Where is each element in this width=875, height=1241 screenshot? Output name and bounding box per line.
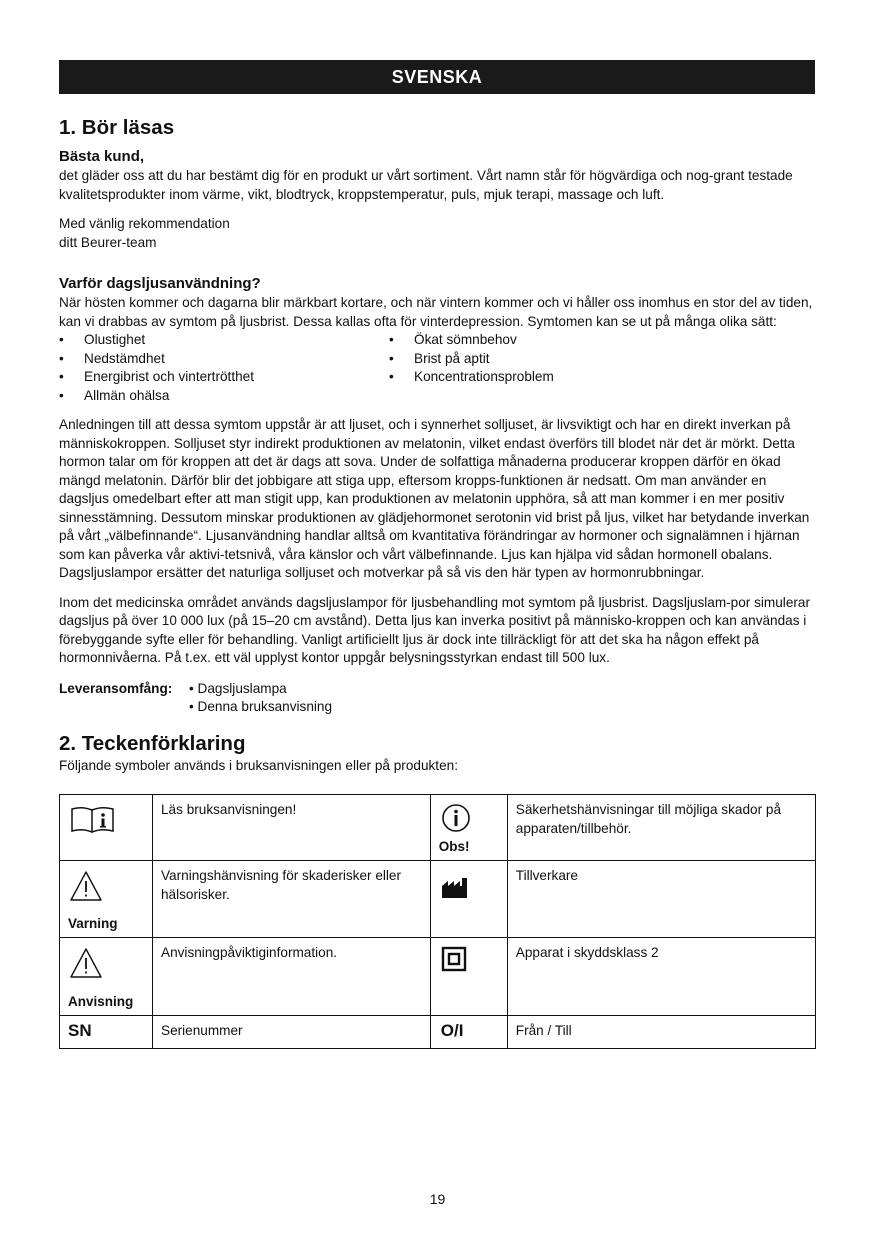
symbol-cell [60,861,153,938]
list-item: • Ökat sömnbehov [389,331,719,350]
manufacturer-icon [441,877,469,899]
list-item: • Olustighet [59,331,389,350]
symbol-cell [60,938,153,1016]
intro-paragraph: det gläder oss att du har bestämt dig för en produkt ur vårt sortiment. Vårt namn står för högvärdiga och nog-grant testade kvalitetsprodukter inom värme, vikt, blodtryck, kroppstemperatur, puls, mjuk terapi, massage och luft. [59,168,793,202]
info-circle-icon [441,803,471,833]
why-paragraph-a: När hösten kommer och dagarna blir märkbart kortare, och när vintern kommer och vi håller oss inomhus en stor del av tiden, [59,295,813,310]
symptom-list [59,331,815,405]
page-content [59,60,815,1049]
list-item: • Koncentrationsproblem [389,368,719,387]
list-item: • Brist på aptit [389,350,719,369]
symbol-description: Tillverkare [507,861,815,938]
symbol-cell [430,938,507,1016]
manual-book-icon [70,805,116,835]
why-paragraph-b: kan vi drabbas av symtom på ljusbrist. Dessa kallas ofta för vinterdepression. Symtomen kan se ut på många olika sätt: [59,313,777,329]
list-item: • Dagsljuslampa [189,680,332,699]
symbol-cell [430,1016,507,1049]
symbol-description: Serienummer [153,1016,431,1049]
language-banner: SVENSKA [59,60,815,94]
symbol-description: Apparat i skyddsklass 2 [507,938,815,1016]
symbol-description: Läs bruksanvisningen! [153,795,431,861]
symbol-description: Säkerhetshänvisningar till möjliga skador på apparaten/tillbehör. [507,795,815,861]
delivery-items [189,680,332,717]
symbol-cell [60,795,153,861]
section2-intro: Följande symboler används i bruksanvisningen eller på produkten: [59,757,458,773]
warning-triangle-icon [69,870,103,902]
table-row [60,795,816,861]
symptom-list-left [59,331,389,405]
symbol-description: Varningshänvisning för skaderisker eller hälsorisker. [153,861,431,938]
section2-heading: 2. Teckenförklaring [59,731,246,755]
list-item: • Allmän ohälsa [59,387,389,406]
notice-triangle-icon [69,947,103,979]
on-off-symbol: O/I [440,1021,464,1040]
symbol-cell [430,795,507,861]
why-heading: Varför dagsljusanvändning? [59,275,261,292]
notice-label: Anvisning [68,993,134,1009]
table-row [60,861,816,938]
section1-heading: 1. Bör läsas [59,116,175,139]
greeting: Bästa kund, [59,148,145,165]
list-item: • Nedstämdhet [59,350,389,369]
symbol-description: Anvisningpåviktiginformation. [153,938,431,1016]
paragraph-3: Inom det medicinska området används dagsljuslampor för ljusbehandling mot symtom på ljusbrist. Dagsljuslam-por simulerar dagsljus på över 10 000 lux (på 15–20 cm avstånd). Detta ljus kan inverka positivt på människo-kroppen och kan användas i förebyggande syfte eller för behandling. Vanligt artificiellt ljus är dock inte tillräckligt för att det ska ha någon effekt på hormonnivåerna. På t.ex. ett väl upplyst kontor uppgår belysningsstyrkan endast till 500 lux. [59,594,811,665]
warning-label: Varning [68,915,118,931]
list-item: • Energibrist och vintertrötthet [59,368,389,387]
regards-line1: Med vänlig rekommendation [59,216,230,231]
symbol-table [59,794,816,1049]
delivery-label: Leveransomfång: [59,680,173,696]
table-row [60,938,816,1016]
delivery-scope [59,680,815,717]
symbol-description: Från / Till [507,1016,815,1049]
symbol-cell [60,1016,153,1049]
paragraph-2: Anledningen till att dessa symtom uppstår är att ljuset, och i synnerhet solljuset, är livsviktigt och har en direkt inverkan på människokroppen. Solljuset styr indirekt produktionen av melatonin, vilket endast överförs till blodet när det är mörkt. Detta hormon talar om för kroppen att det är dags att sova. Under de solfattiga månaderna producerar kroppen därför en ökad mängd melatonin. Därför blir det jobbigare att stiga upp, eftersom kropps-funktionen är nedsatt. Om man använder en dagsljus omedelbart efter att man stigit upp, kan produktionen av melatonin upphöra, så att man kommer i en mer positiv sinnesstämning. Dessutom minskar produktionen av glädjehormonet serotonin vid brist på ljus, vilket har betydande inverkan på vårt „välbefinnande“. Ljusanvändning handlar alltså om kvantitativa förändringar av hormoner och signalämnen i hjärnan som kan påverka vår aktivi-tetsnivå, våra känslor och vårt välbefinnande. Ljus kan hjälpa vid sådan hormonell obalans. [59,417,810,562]
serial-number-symbol: SN [68,1021,92,1040]
symbol-cell [430,861,507,938]
symptom-list-right [389,331,719,405]
list-item: • Denna bruksanvisning [189,698,332,717]
protection-class-2-icon [441,946,467,972]
page-number: 19 [429,1191,446,1207]
obs-label: Obs! [438,838,470,854]
paragraph-2b: Dagsljuslampor ersätter det naturliga solljuset och motverkar på så vis den här typen av hormonrubbningar. [59,565,705,580]
table-row [60,1016,816,1049]
regards-line2: ditt Beurer-team [59,234,157,250]
